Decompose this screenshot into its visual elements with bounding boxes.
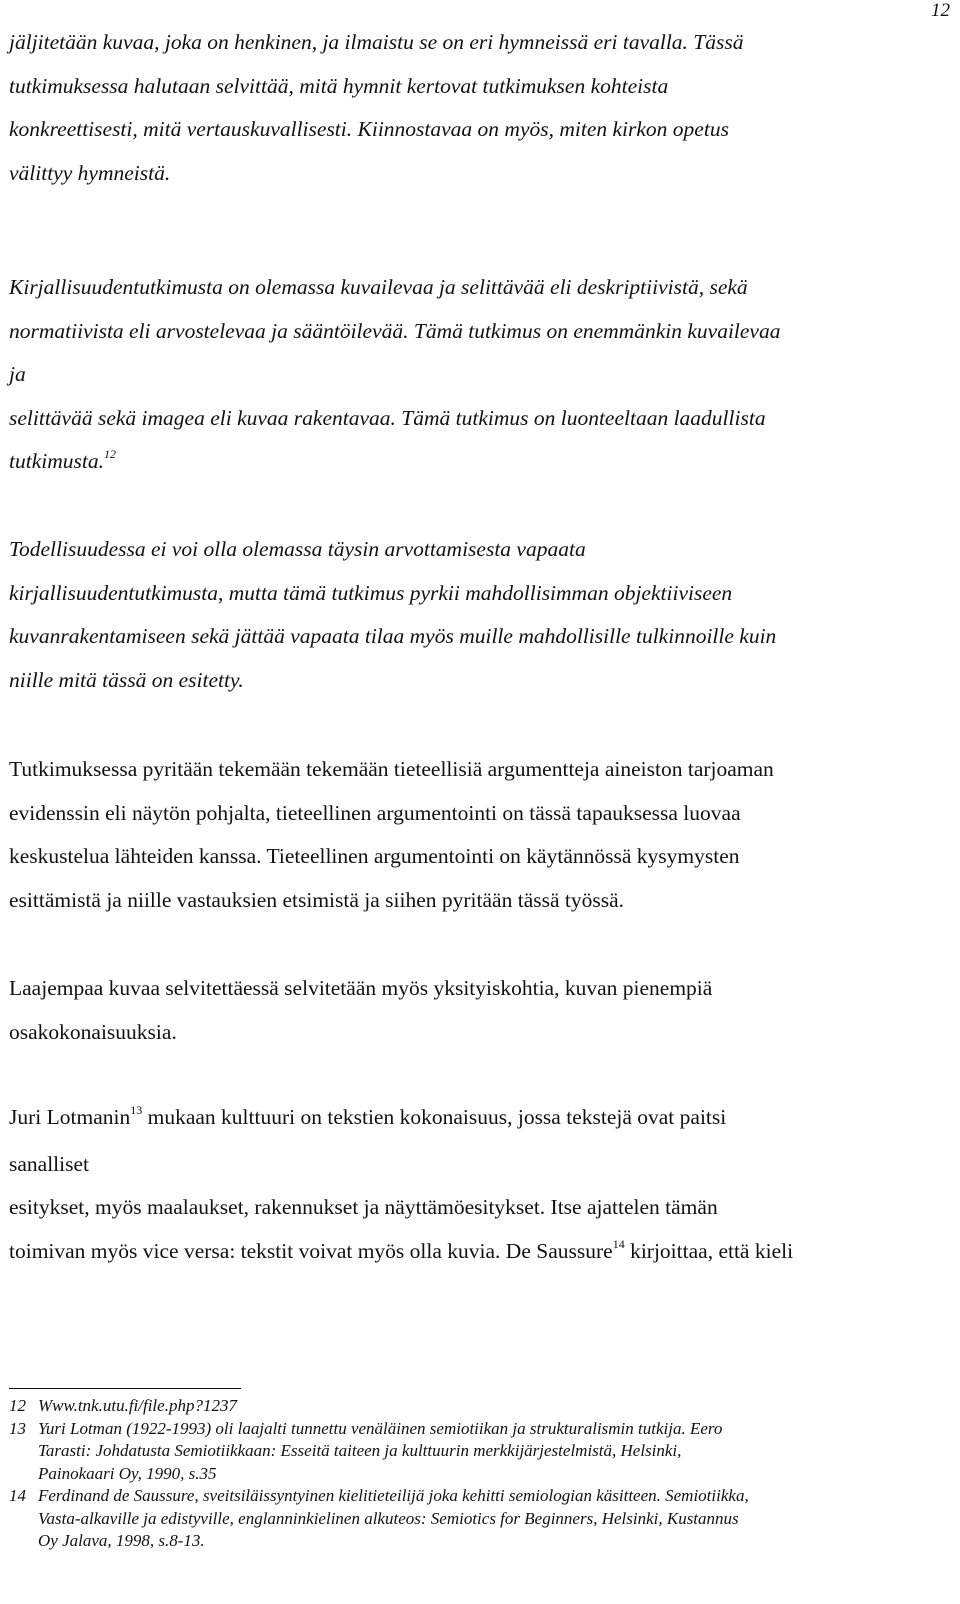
text-line: Todellisuudessa ei voi olla olemassa täysin arvottamisesta vapaata <box>9 537 586 561</box>
footnote-divider <box>9 1388 241 1389</box>
text-line: Tutkimuksessa pyritään tekemään tekemään tieteellisiä argumentteja aineiston tarjoaman <box>9 757 774 781</box>
text-fragment: toimivan myös vice versa: tekstit voivat myös olla kuvia. De Saussure <box>9 1238 613 1263</box>
paragraph <box>9 1096 940 1276</box>
footnote-text: Oy Jalava, 1998, s.8-13. <box>38 1531 205 1550</box>
text-line <box>9 1096 940 1143</box>
text-line <box>9 440 940 487</box>
footnote-text: Tarasti: Johdatusta Semiotiikkaan: Esseitä taiteen ja kulttuurin merkkijärjestelmistä, Helsinki, <box>38 1441 682 1460</box>
text-line: Kirjallisuudentutkimusta on olemassa kuvailevaa ja selittävää eli deskriptiivistä, sekä <box>9 275 748 299</box>
text-fragment: kirjoittaa, että kieli <box>624 1238 794 1263</box>
text-fragment: Juri Lotmanin <box>9 1105 131 1129</box>
text-line: sanalliset <box>9 1151 90 1176</box>
footnote-text: Yuri Lotman (1922-1993) oli laajalti tunnettu venäläinen semiotiikan ja strukturalismin tutkija. Eero <box>38 1418 723 1438</box>
footnote-number: 12 <box>9 1396 26 1415</box>
text-line: välittyy hymneistä. <box>9 160 171 185</box>
text-line: niille mitä tässä on esitetty. <box>9 667 244 692</box>
text-line: esittämistä ja niille vastauksien etsimistä ja siihen pyritään tässä työssä. <box>9 887 625 912</box>
text-line: kirjallisuudentutkimusta, mutta tämä tutkimus pyrkii mahdollisimman objektiiviseen <box>9 580 733 605</box>
text-line: normatiivista eli arvostelevaa ja sääntöilevää. Tämä tutkimus on enemmänkin kuvailevaa <box>9 318 781 343</box>
footnote-text: Vasta-alkaville ja edistyville, englanninkielinen alkuteos: Semiotics for Beginners, Helsinki, Kustannus <box>38 1508 739 1528</box>
text-line: kuvanrakentamiseen sekä jättää vapaata tilaa myös muille mahdollisille tulkinnoille kuin <box>9 624 777 648</box>
footnote-text: Painokaari Oy, 1990, s.35 <box>38 1463 217 1483</box>
text-line: konkreettisesti, mitä vertauskuvallisesti. Kiinnostavaa on myös, miten kirkon opetus <box>9 117 729 141</box>
text-line: keskustelua lähteiden kanssa. Tieteellinen argumentointi on käytännössä kysymysten <box>9 844 740 868</box>
footnote-text: Www.tnk.utu.fi/file.php?1237 <box>38 1396 237 1415</box>
text-line: jäljitetään kuvaa, joka on henkinen, ja ilmaistu se on eri hymneissä eri tavalla. Tässä <box>9 30 744 54</box>
footnote-13 <box>9 1418 950 1486</box>
text-line: tutkimuksessa halutaan selvittää, mitä hymnit kertovat tutkimuksen kohteista <box>9 73 669 98</box>
footnote-12 <box>9 1395 950 1418</box>
paragraph <box>9 266 940 487</box>
footnote-ref-13[interactable]: 13 <box>130 1103 143 1117</box>
text-line: Laajempaa kuvaa selvitettäessä selvitetään myös yksityiskohtia, kuvan pienempiä <box>9 976 713 1000</box>
paragraph <box>9 748 940 922</box>
text-line: esitykset, myös maalaukset, rakennukset ja näyttämöesitykset. Itse ajattelen tämän <box>9 1195 718 1219</box>
footnote-ref-12[interactable]: 12 <box>103 447 116 461</box>
footnote-ref-14[interactable]: 14 <box>612 1236 625 1251</box>
paragraph <box>9 967 940 1054</box>
text-line: osakokonaisuuksia. <box>9 1019 177 1044</box>
footnote-number: 13 <box>9 1418 26 1438</box>
footnote-text: Ferdinand de Saussure, sveitsiläissyntyinen kielitieteilijä joka kehitti semiologian käsitteen. Semiotiikka, <box>38 1486 749 1505</box>
paragraph <box>9 21 940 195</box>
text-line: ja <box>9 362 26 386</box>
footnote-number: 14 <box>9 1486 26 1505</box>
text-fragment: tutkimusta. <box>9 449 104 473</box>
footnotes <box>9 1395 950 1553</box>
page-number: 12 <box>931 0 950 21</box>
paragraph <box>9 528 940 702</box>
text-line: evidenssin eli näytön pohjalta, tieteellinen argumentointi on tässä tapauksessa luovaa <box>9 800 741 825</box>
text-line <box>9 1230 940 1277</box>
text-fragment: mukaan kulttuuri on tekstien kokonaisuus, jossa tekstejä ovat paitsi <box>142 1105 727 1129</box>
text-line: selittävää sekä imagea eli kuvaa rakentavaa. Tämä tutkimus on luonteeltaan laadullista <box>9 405 766 430</box>
footnote-14 <box>9 1485 950 1553</box>
